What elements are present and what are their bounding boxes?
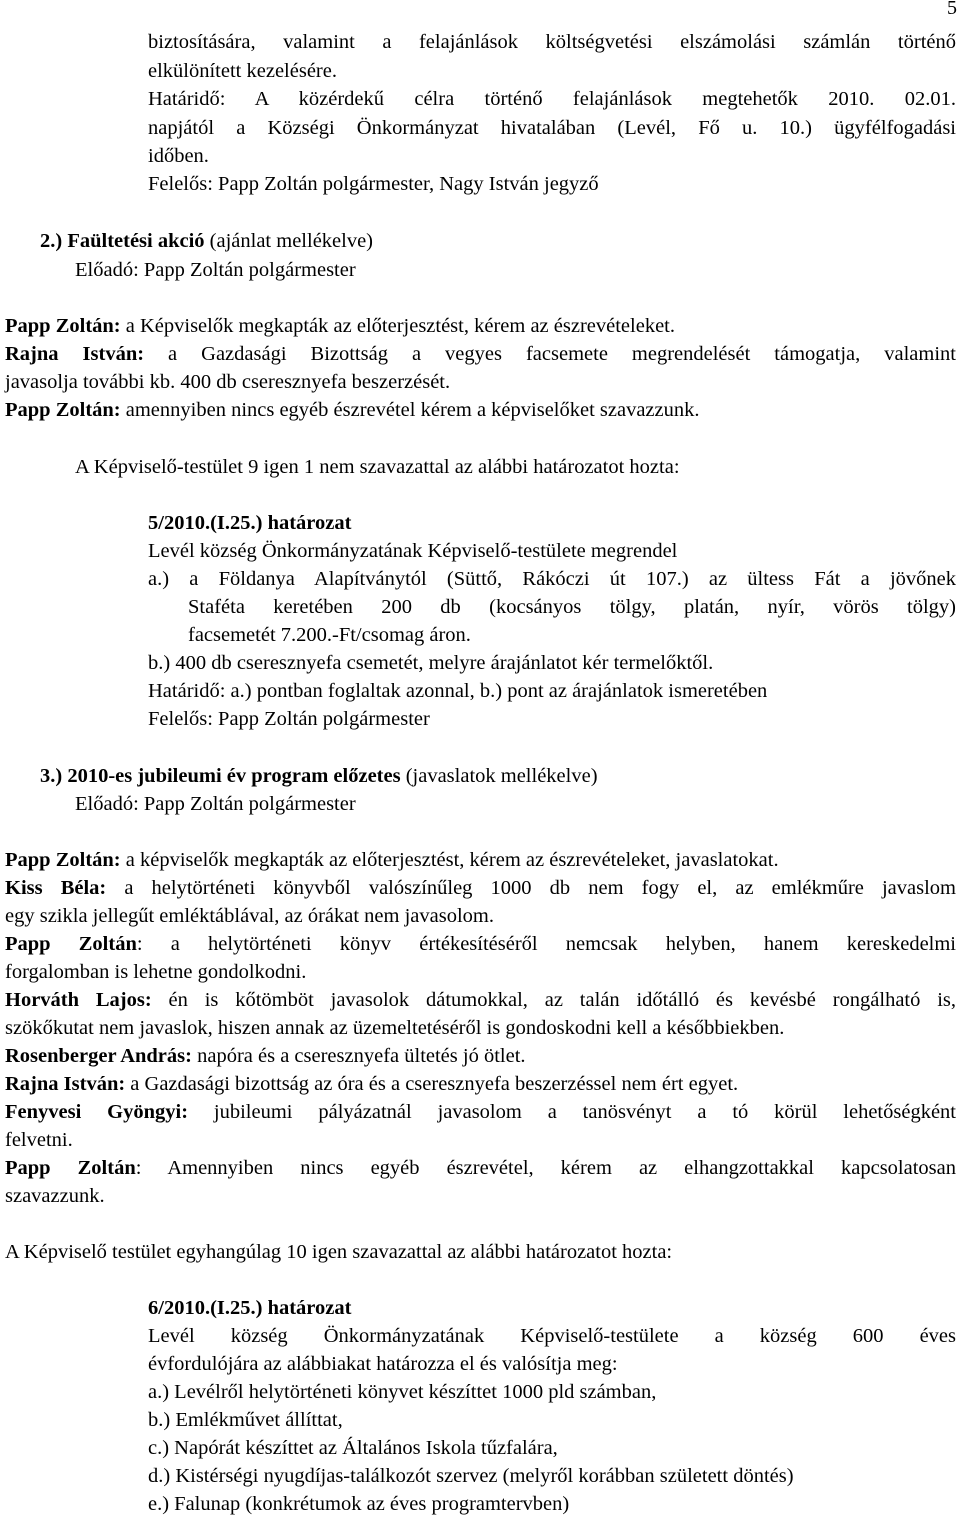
line: évfordulójára az alábbiakat határozza el és valósítja meg:: [148, 1353, 618, 1375]
line: elkülönített kezelésére.: [148, 60, 337, 82]
statement: a Gazdasági Bizottság a vegyes facsemete megrendelését támogatja, valamint: [144, 343, 956, 365]
list-item: a.) Levélről helytörténeti könyvet készíttet 1000 pld számban,: [148, 1381, 657, 1403]
responsible: Felelős: Papp Zoltán polgármester: [148, 708, 430, 730]
agenda-item-note: (ajánlat mellékelve): [204, 230, 374, 252]
agenda-item-number: 3.): [40, 765, 63, 787]
line: időben.: [148, 145, 209, 167]
discussion-line: egy szikla jellegűt emléktáblával, az órákat nem javasolom.: [5, 905, 494, 927]
agenda-item-heading: [40, 762, 598, 791]
discussion-line: Papp Zoltán: Amennyiben nincs egyéb észrevétel, kérem az elhangzottakkal kapcsolatosan: [5, 1157, 956, 1179]
line: Határidő: A közérdekű célra történő felajánlások megtehetők 2010. 02.01.: [148, 88, 956, 110]
discussion-line: Rajna István: a Gazdasági bizottság az óra és a cseresznyefa beszerzéssel nem ért egyet.: [5, 1073, 739, 1095]
vote-statement: A Képviselő-testület 9 igen 1 nem szavazattal az alábbi határozatot hozta:: [75, 456, 680, 478]
discussion-line: felvetni.: [5, 1129, 73, 1151]
agenda-item-note: (javaslatok mellékelve): [400, 765, 598, 787]
discussion-line: Horváth Lajos: én is kőtömböt javasolok dátumokkal, az talán időtálló és kevésbé rongálható is,: [5, 989, 956, 1011]
line: biztosítására, valamint a felajánlások költségvetési elszámolási számlán történő: [148, 31, 956, 53]
discussion-line: szökőkutat nem javaslok, hiszen annak az üzemeltetéséről is gondoskodni kell a későbbiekben.: [5, 1017, 785, 1039]
resolution-title: 5/2010.(I.25.) határozat: [148, 512, 352, 534]
line: Felelős: Papp Zoltán polgármester, Nagy István jegyző: [148, 173, 599, 195]
presenter: Előadó: Papp Zoltán polgármester: [75, 259, 356, 281]
list-item: e.) Falunap (konkrétumok az éves programtervben): [148, 1493, 570, 1515]
page-number: 5: [947, 0, 957, 19]
list-item: c.) Napórát készíttet az Általános Iskola tűzfalára,: [148, 1437, 558, 1459]
resolution-title: 6/2010.(I.25.) határozat: [148, 1297, 352, 1319]
discussion-line: Fenyvesi Gyöngyi: jubileumi pályázatnál javasolom a tanösvényt a tó körül lehetőségként: [5, 1101, 956, 1123]
speaker: Papp Zoltán:: [5, 315, 121, 337]
discussion-line: Rosenberger András: napóra és a cseresznyefa ültetés jó ötlet.: [5, 1045, 526, 1067]
vote-statement: A Képviselő testület egyhangúlag 10 igen szavazattal az alábbi határozatot hozta:: [5, 1241, 673, 1263]
deadline: Határidő: a.) pontban foglaltak azonnal, b.) pont az árajánlatok ismeretében: [148, 680, 768, 702]
line: Staféta keretében 200 db (kocsányos tölgy, platán, nyír, vörös tölgy): [188, 596, 956, 618]
line: b.) 400 db cseresznyefa csemetét, melyre árajánlatot kér termelőktől.: [148, 652, 714, 674]
line: Levél község Önkormányzatának Képviselő-testülete a község 600 éves: [148, 1325, 956, 1347]
discussion-line: forgalomban is lehetne gondolkodni.: [5, 961, 307, 983]
discussion-line: [5, 312, 675, 341]
agenda-item-title: Faültetési akció: [67, 230, 205, 252]
discussion-line: Kiss Béla: a helytörténeti könyvből valószínűleg 1000 db nem fogy el, az emlékműre javaslom: [5, 877, 956, 899]
line: facsemetét 7.200.-Ft/csomag áron.: [188, 624, 471, 646]
discussion-line: szavazzunk.: [5, 1185, 105, 1207]
speaker: Papp Zoltán:: [5, 399, 121, 421]
list-item: d.) Kistérségi nyugdíjas-találkozót szervez (melyről korábban született döntés): [148, 1465, 794, 1487]
discussion-line: Papp Zoltán: a helytörténeti könyv értékesítéséről nemcsak helyben, hanem kereskedelmi: [5, 933, 956, 955]
agenda-item-heading: [40, 227, 373, 256]
statement: amennyiben nincs egyéb észrevétel kérem a képviselőket szavazzunk.: [120, 399, 700, 421]
line: a.) a Földanya Alapítványtól (Süttő, Rákóczi út 107.) az ültess Fát a jövőnek: [148, 568, 956, 590]
discussion-line: [5, 396, 700, 425]
discussion-line: Papp Zoltán: a képviselők megkapták az előterjesztést, kérem az észrevételeket, javaslatokat.: [5, 849, 779, 871]
discussion-line: javasolja további kb. 400 db cseresznyefa beszerzését.: [5, 371, 451, 393]
agenda-item-number: 2.): [40, 230, 63, 252]
agenda-item-title: 2010-es jubileumi év program előzetes: [67, 765, 401, 787]
presenter: Előadó: Papp Zoltán polgármester: [75, 793, 356, 815]
line: napjától a Községi Önkormányzat hivatalában (Levél, Fő u. 10.) ügyfélfogadási: [148, 117, 956, 139]
line: Levél község Önkormányzatának Képviselő-testülete megrendel: [148, 540, 678, 562]
discussion-line: [5, 340, 956, 369]
speaker: Rajna István:: [5, 343, 145, 365]
list-item: b.) Emlékművet állíttat,: [148, 1409, 343, 1431]
statement: a Képviselők megkapták az előterjesztést, kérem az észrevételeket.: [120, 315, 675, 337]
